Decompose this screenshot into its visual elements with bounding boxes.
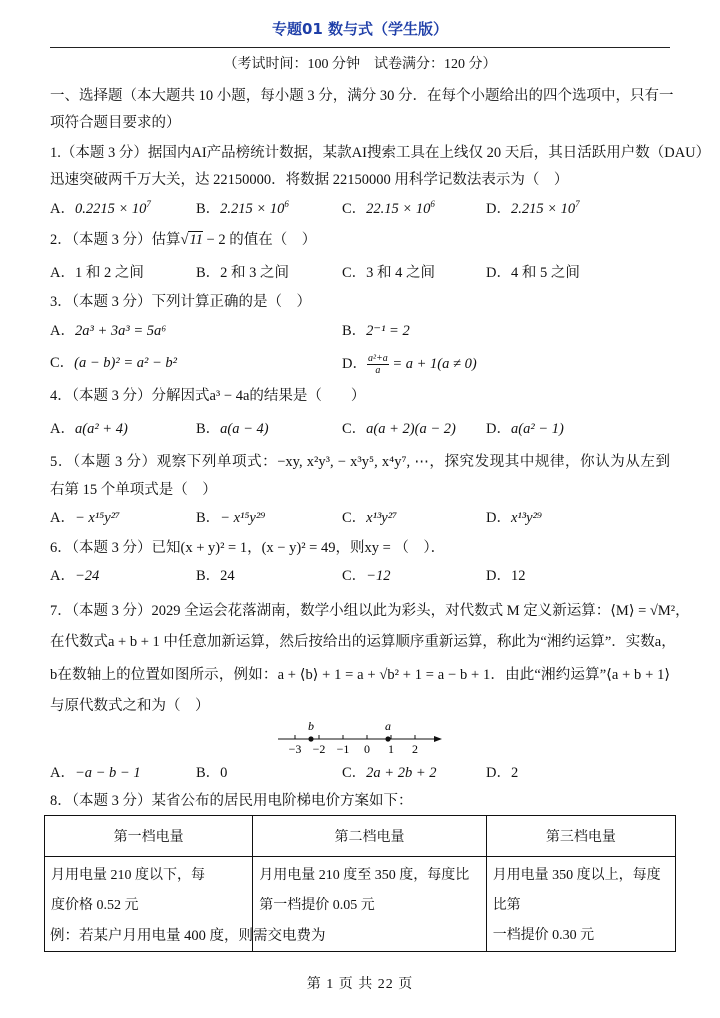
q1-stem-line1: 1.（本题 3 分）据国内AI产品榜统计数据，某款AI搜索工具在上线仅 20 天后，其日活跃用户数（DAU） <box>50 145 711 161</box>
q4-option-a[interactable]: A．a(a² + 4) <box>50 421 128 437</box>
q7-option-a[interactable]: A．−a − b − 1 <box>50 765 141 781</box>
q7-stem-line1: 7．（本题 3 分）2029 全运会花落湖南，数学小组以此为彩头，对代数式 M 定义新运算：⟨M⟩ = √M²， <box>50 603 690 619</box>
q1-option-c[interactable]: C．$22.15 \times 10^6$ <box>342 199 435 217</box>
exam-info: （考试时间：100 分钟 试卷满分：120 分） <box>223 57 497 72</box>
q7-option-b[interactable]: B．0 <box>196 765 228 781</box>
table-header: 第三档电量 <box>486 816 675 857</box>
q3-option-b[interactable]: B．2⁻¹ = 2 <box>342 323 410 339</box>
number-line-tick-label: 0 <box>364 742 370 756</box>
number-line <box>276 718 446 758</box>
table-header: 第一档电量 <box>45 816 253 857</box>
point-b <box>308 736 313 741</box>
number-line-tick-label: −3 <box>288 742 302 756</box>
number-line-tick-label: −2 <box>312 742 326 756</box>
q4-option-b[interactable]: B．a(a − 4) <box>196 421 269 437</box>
table-cell: 月用电量 210 度以下，每 度价格 0.52 元 <box>45 857 253 952</box>
q6-option-c[interactable]: C．−12 <box>342 568 391 584</box>
q4-option-d[interactable]: D．a(a² − 1) <box>486 421 564 437</box>
table-header: 第二档电量 <box>253 816 486 857</box>
q2-stem: 2．（本题 3 分）估算√11 − 2 的值在（ ） <box>50 232 317 248</box>
section-heading-line2: 项符合题目要求的） <box>50 115 181 131</box>
sqrt-radicand: 11 <box>189 232 203 248</box>
section-heading-line1: 一、选择题（本大题共 10 小题，每小题 3 分，满分 30 分．在每个小题给出的四个选项中，只有一 <box>50 88 674 104</box>
q6-option-b[interactable]: B．24 <box>196 568 235 584</box>
fraction: $\frac{\text{a²+a}}{a}$ <box>367 353 388 376</box>
q1-option-b[interactable]: B．$2.215 \times 10^6$ <box>196 199 289 217</box>
q5-option-d[interactable]: D．x¹³y²⁹ <box>486 510 542 526</box>
q5-stem-line2: 右第 15 个单项式是（ ） <box>50 482 217 498</box>
q7-option-d[interactable]: D．2 <box>486 765 519 781</box>
q1-stem-line2: 迅速突破两千万大关，达 22150000．将数据 22150000 用科学记数法表示为（ ） <box>50 172 569 188</box>
q2-option-c[interactable]: C．3 和 4 之间 <box>342 265 436 281</box>
q6-option-a[interactable]: A．−24 <box>50 568 100 584</box>
table-cell: 月用电量 210 度至 350 度，每度比 第一档提价 0.05 元 <box>253 857 486 952</box>
q7-option-c[interactable]: C．2a + 2b + 2 <box>342 765 437 781</box>
q3-option-d[interactable]: D． $\frac{\text{a²+a}}{a}$ = a + 1(a ≠ 0) <box>342 353 477 376</box>
table-cell: 月用电量 350 度以上，每度比第 一档提价 0.30 元 <box>486 857 675 952</box>
q7-stem-line2: 在代数式a + b + 1 中任意加新运算，然后按给出的运算顺序重新运算，称此为“湘约运算”．实数a， <box>50 634 676 650</box>
q7-stem-line4: 与原代数式之和为（ ） <box>50 698 210 714</box>
q2-option-d[interactable]: D．4 和 5 之间 <box>486 265 580 281</box>
number-line-tick-label: 1 <box>388 742 394 756</box>
point-b-label: b <box>308 719 314 733</box>
q3-option-a[interactable]: A．2a³ + 3a³ = 5a⁶ <box>50 323 167 339</box>
title-divider <box>50 47 670 48</box>
q5-option-a[interactable]: A．− x¹⁵y²⁷ <box>50 510 121 526</box>
q7-stem-line3: b在数轴上的位置如图所示，例如：a + ⟨b⟩ + 1 = a + √b² + 1 = a − b + 1．由此“湘约运算”⟨a + b + 1⟩ <box>50 667 670 683</box>
q3-stem: 3．（本题 3 分）下列计算正确的是（ ） <box>50 294 311 310</box>
q1-option-a[interactable]: A．$0.2215 \times 10^7$ <box>50 199 151 217</box>
number-line-tick-label: −1 <box>336 742 350 756</box>
q8-example: 例：若某户月用电量 400 度，则需交电费为 <box>50 928 326 944</box>
q4-stem: 4．（本题 3 分）分解因式a³ − 4a的结果是（ ） <box>50 388 366 404</box>
q3-option-c[interactable]: C．(a − b)² = a² − b² <box>50 355 177 371</box>
q5-option-c[interactable]: C．x¹³y²⁷ <box>342 510 398 526</box>
q1-option-d[interactable]: D．$2.215 \times 10^7$ <box>486 199 580 217</box>
q8-stem: 8．（本题 3 分）某省公布的居民用电阶梯电价方案如下： <box>50 793 413 809</box>
point-a-label: a <box>385 719 391 733</box>
q5-stem-line1: 5．（本题 3 分）观察下列单项式：−xy, x²y³, − x³y⁵, x⁴y⁷, ⋯，探究发现其中规律，你认为从左到 <box>50 454 670 470</box>
q5-option-b[interactable]: B．− x¹⁵y²⁹ <box>196 510 266 526</box>
number-line-tick-label: 2 <box>412 742 418 756</box>
page-title: 专题01 数与式（学生版） <box>271 20 449 38</box>
q2-option-b[interactable]: B．2 和 3 之间 <box>196 265 290 281</box>
q4-option-c[interactable]: C．a(a + 2)(a − 2) <box>342 421 456 437</box>
q6-option-d[interactable]: D．12 <box>486 568 526 584</box>
page-number: 第 1 页 共 22 页 <box>306 977 414 992</box>
number-line-arrow <box>434 736 442 742</box>
q6-stem: 6．（本题 3 分）已知(x + y)² = 1，(x − y)² = 49，则xy = （ ）． <box>50 540 446 556</box>
q2-option-a[interactable]: A．1 和 2 之间 <box>50 265 144 281</box>
point-a <box>385 736 390 741</box>
